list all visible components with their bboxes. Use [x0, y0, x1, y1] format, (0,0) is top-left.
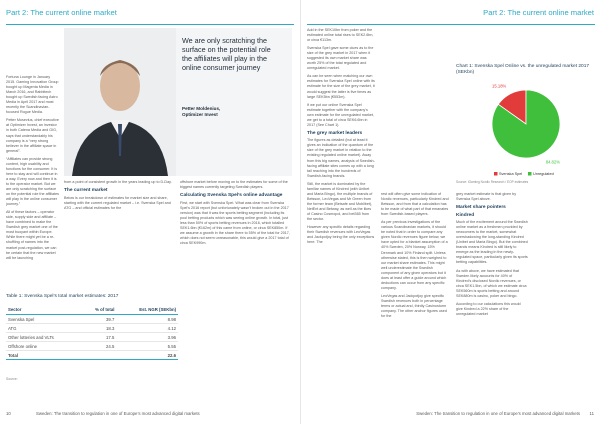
table-header-row: [6, 305, 178, 315]
paragraph: As with above, we have estimated that Sweden likely accounts for 40% of Kindred’s disclosed Nordic revenues, or circa SEK1.5bn, of which we estimate circa SEK560m is sports betting and around SEK880m is casino, poker and bingo.: [456, 268, 527, 298]
paragraph: According to our calculations this would give Kindred a 22% share of the unregulated market: [456, 301, 521, 316]
right-column: [180, 180, 292, 249]
table-row: [6, 333, 178, 342]
paragraph: As per previous investigations of the various Scandinavian markets, it should be noted that in order to compare any given Nordic revenues figure below, we have opted for a blanket assumption of a 40% Sweden, 20% Norway, 15% Denmark and 10% Finland split. Unless otherwise stated, this is then weighed to our market share estimates. This might well underestimate the Swedish component of any given operators but it does at least offer a guide around which deductions can occur from any specific company.: [381, 220, 448, 290]
section-heading: Market share pointers: [456, 205, 506, 211]
column-header: Est. NGR (SEKbn): [116, 305, 178, 315]
chart-title: Chart 1: Svenska Spel Online vs. the unregulated market 2017 (SEKbn): [456, 64, 590, 75]
table-cell: 18.3: [81, 324, 116, 333]
market-estimates-table: [6, 305, 178, 360]
paragraph: Add in the SEK10bn from poker and the estimated online total rises to SEK2.6bn, or circa €113m.: [307, 28, 374, 43]
page-footer: Sweden: The transition to regulation in one of Europe’s most advanced digital markets: [36, 411, 200, 416]
page-header: Part 2: The current online market: [483, 8, 594, 17]
table-row: [6, 342, 178, 351]
legend-label: Unregulated: [533, 172, 554, 177]
paragraph: Fortuna Lounge in January 2015. Gaming Innovation Group bought up Magenta Media in March 2016, and Rabbitech bought up Swedish facing Astro Media in April 2017 and most recently the Scandinavian-focused Rogue Media.: [6, 75, 59, 115]
chart-source: Source: iGaming Nordic Research / EOP estimates: [456, 180, 529, 184]
quote-attribution: [182, 106, 220, 118]
paragraph: Still, the market is dominated by the familiar names of Kindred (with Unibet and Maria Bingo), the multiple brands of Betsson, LeoVegas and Mr Green from the former team (Betsafe and Mobilbet), NetEnt and Betway, as well as the likes of Casino Cosmopol, and bet365 from the sector.: [307, 181, 373, 222]
quote-role: Optimizer Invest: [182, 112, 218, 117]
paragraph: rest will often give some indication of Nordic revenues, particularly Kindred and Betsson, and from that a calculation has to be made of what part of that emanates from Swedish-based players.: [381, 192, 449, 217]
quote-name: Petter Moldenius,: [182, 106, 221, 111]
table-cell: 4.12: [116, 324, 178, 333]
quote-text: We are only scratching the surface on the potential role the affiliates will play in the online consumer journey: [182, 36, 271, 73]
paragraph: As can be seen when matching our own estimates for Svenska Spel online with its estimate for the size of the grey market, it would suggest the latter is five times as large SEK5bn (€553m).: [307, 74, 375, 99]
table-cell: 24.5: [81, 342, 116, 351]
paragraph: LeoVegas and Jackpotjoy give specific Swedish revenues both in percentage terms or actual and, thirdly Casinostorm company. The other anchor figures used for the: [381, 293, 447, 319]
pie-value-label: 15.18%: [492, 83, 507, 89]
paragraph: If we put our online Svenska Spel estimate together with the company’s own estimate for the unregulated market, we get to a total of circa SEK6.6bn in 2017 (See Chart 1).: [307, 102, 375, 127]
table-cell: [81, 351, 116, 360]
column-header: % of total: [81, 305, 116, 315]
paragraph: Much of the excitement around the Swedish online market as a freshmen provided by newcomers to the market, somewhat overshadowing the long-standing Kindred (Unibet and Maria Bingo). But the combined brands means Kindred is still likely to emerge as the leading in the newly-regulated space, particularly given its sports betting capabilities.: [456, 220, 528, 265]
table-cell: 5.55: [116, 342, 178, 351]
page-number: 11: [589, 411, 594, 416]
legend-label: Svenska Spel: [499, 172, 523, 177]
page-number: 10: [6, 411, 11, 416]
table-title: Table 1: Svenska Spel’s total market estimates: 2017: [6, 294, 119, 299]
paragraph: Svenska Spel gave some clues as to the size of the grey market in 2017 when it suggested its own market share was worth 25% of the total regulated and unregulated market.: [307, 46, 374, 71]
sub-heading: Kindred: [456, 212, 475, 218]
table-cell: Other lotteries and VLTs: [6, 333, 81, 342]
table-cell: Total: [6, 351, 81, 360]
middle-column: [64, 180, 174, 214]
table-cell: 3.96: [116, 333, 178, 342]
section-heading: The grey market leaders: [307, 130, 363, 136]
paragraph: “Affiliates can provide strong content, high usability and functions for the consumer. It is here to stay and will continue in a way. Every now and then it is to the operator market. But we are only scratching the surface on the potential role the affiliates will play in the online consumer journey.”: [6, 156, 60, 207]
portrait-photo: [64, 28, 176, 176]
intro-column: [6, 75, 60, 264]
header-rule: [6, 24, 294, 25]
page-footer: Sweden: The transition to regulation in one of Europe’s most advanced digital markets: [416, 411, 580, 416]
table-cell: Svenska Spel: [6, 315, 81, 324]
paragraph: First, we start with Svenska Spel. What was clear from Svenska Spel’s 2016 report (but unfortunately wasn’t broken out in the 2017 version) was that it was the sports betting segment (including its pool betting products which was seeing online growth. In total, just less than 50% of sports betting revenues in 2016, which totalled SEK1.6bn (€162m) of this came from online, or circa SEK850m. If we assume a growth in the share there to 55% of the total for 2017, which does not seem unreasonable, this would give a 2017 total of circa SEK990m.: [180, 200, 290, 245]
right-page: [300, 0, 600, 424]
pie-value-label: 84.82%: [545, 159, 560, 165]
table-cell: 17.5: [81, 333, 116, 342]
paragraph: grey market estimate is that given by Svenska Spel above.: [456, 192, 517, 202]
right-column-3: [456, 192, 528, 320]
right-column-2: [381, 192, 449, 322]
section-heading: The current market: [64, 188, 108, 194]
table-cell: Offshore online: [6, 342, 81, 351]
table-cell: ATG: [6, 324, 81, 333]
header-rule: [307, 24, 595, 25]
paragraph: from a point of consistent growth in the years leading up to D-Day.: [64, 180, 172, 184]
table-row: [6, 324, 178, 333]
table-cell: 22.6: [116, 351, 178, 360]
page-header: Part 2: The current online market: [6, 8, 117, 17]
paragraph: The figures as detailed (but at least it gives an indication of the quantum of the size of the grey market in relation to the existing regulated online market). Away from this big names, analysis of Swedish-facing affiliate sites comes up with a long tail reaching into the hundreds of Swedish-facing brands.: [307, 138, 375, 178]
paragraph: Below is our breakdown of estimates for market size and share, starting with the current regulated market – i.e. Svenska Spel and ATG – and official estimates for the: [64, 195, 171, 210]
paragraph: All of these factors – operator side, supply side and affiliate – have combined to make the Swedish grey market one of the most buoyant within Europe. While there might yet be a re-shuffling of names into the market post-regulation, we can be certain that the new market will be launching: [6, 210, 58, 260]
right-column-1: [307, 28, 375, 248]
table-cell: 8.98: [116, 315, 178, 324]
column-header: Sector: [6, 305, 81, 315]
section-heading: Calculating Svenska Spel’s online advantage: [180, 193, 283, 199]
paragraph: Petter Mosevius, chief executive at Optimizer Invest, an investor in both Catena Media and GIG, says that understandably his company is a “very strong believer in the affiliate space in general”.: [6, 118, 59, 153]
legend-swatch: [494, 172, 498, 176]
pie-chart-svg: [454, 78, 597, 186]
paragraph: offshore market before moving on to the estimates for some of the biggest names currently targeting Swedish players.: [180, 180, 288, 190]
table-total-row: [6, 351, 178, 360]
table-cell: 39.7: [81, 315, 116, 324]
table-source: Source:: [6, 377, 18, 381]
pie-chart: [454, 78, 597, 186]
paragraph: However any specific details regarding their Swedish revenues with LeoVegas and Jackpotjoy being the only exceptions here. The: [307, 225, 375, 245]
table-row: [6, 315, 178, 324]
pull-quote-box: [64, 28, 292, 176]
legend-swatch: [528, 172, 532, 176]
